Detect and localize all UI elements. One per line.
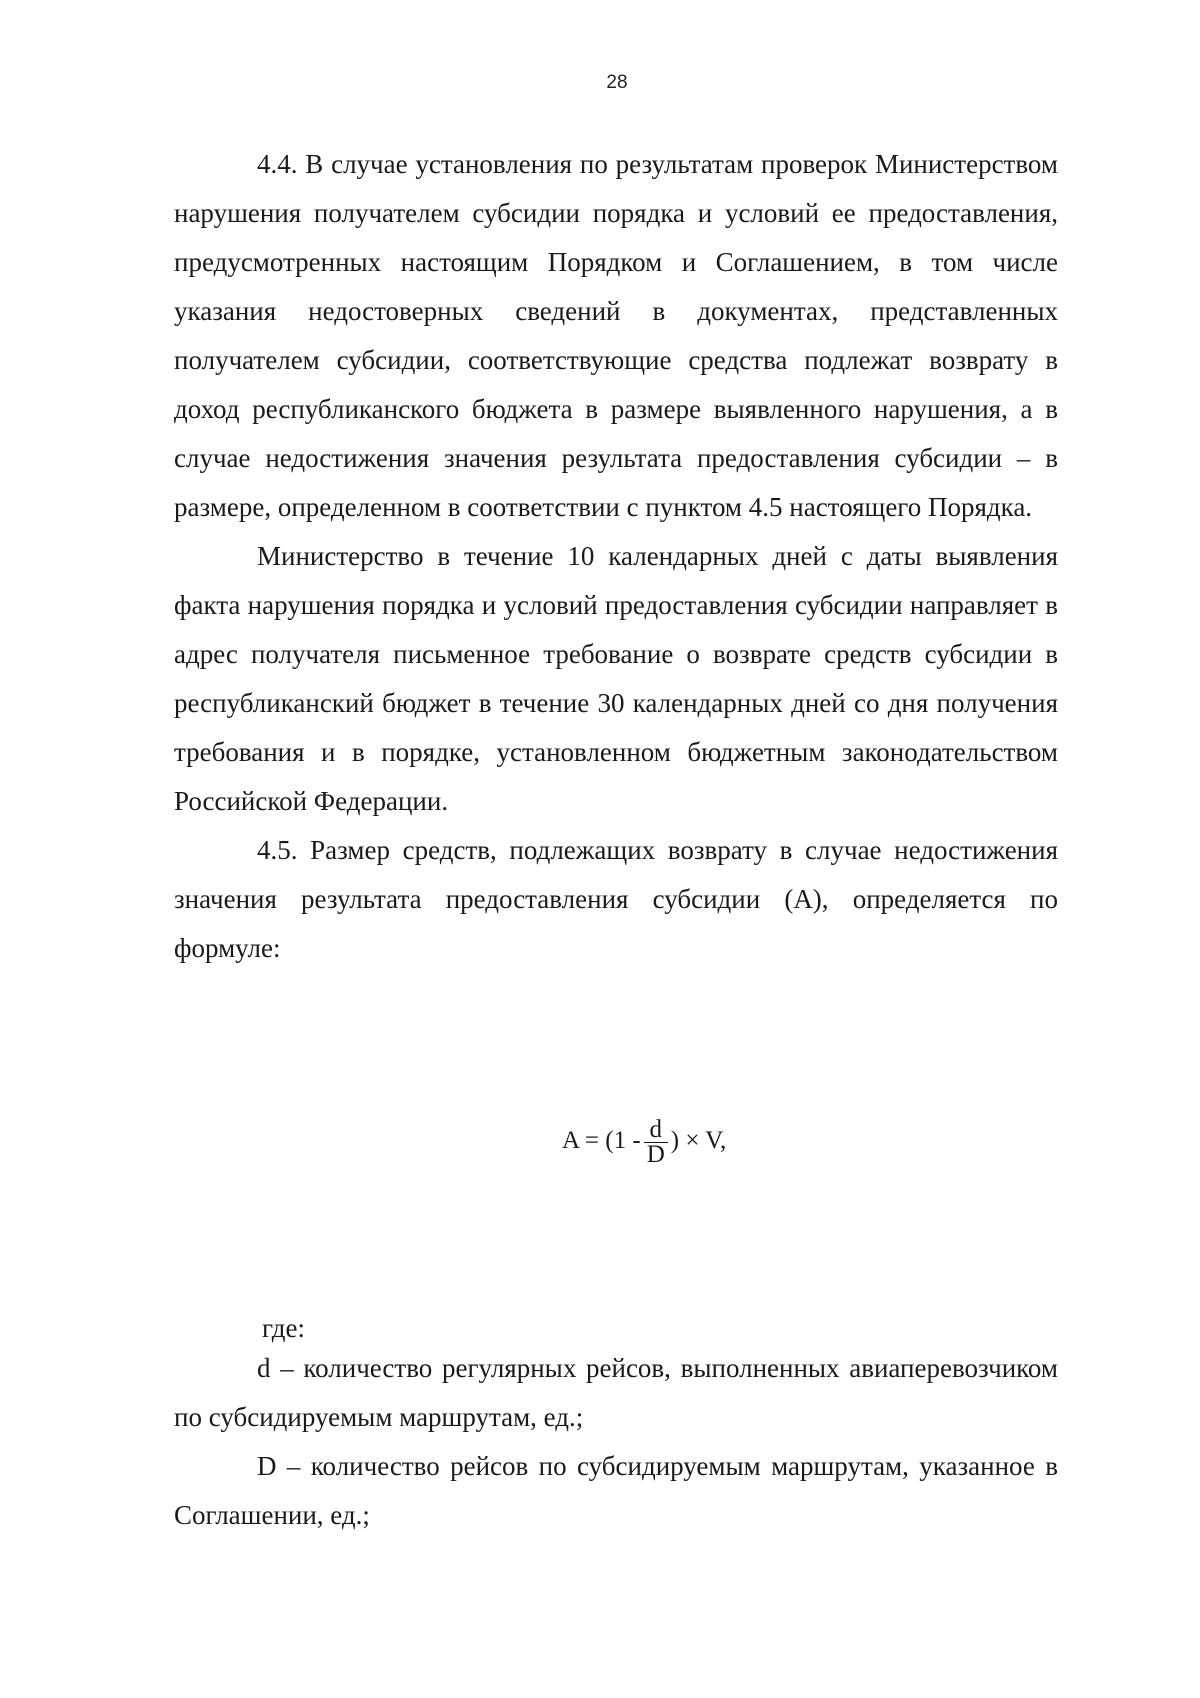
definition-d: d – количество регулярных рейсов, выполненных авиаперевозчиком по субсидируемым маршрутам, ед.; [174,1353,1058,1432]
formula-denominator: D [646,1141,665,1168]
page-number: 28 [606,72,628,93]
definitions [174,1344,1058,1540]
definition-D: D – количество рейсов по субсидируемым маршрутам, указанное в Соглашении, ед.; [174,1451,1058,1530]
paragraph-4-4: 4.4. В случае установления по результатам проверок Министерством нарушения получателем субсидии порядка и условий ее предоставления, предусмотренных настоящим Порядком и Соглашением, в том числе указания недостоверных сведений в документах, представленных получателем субсидии, соответствующие средства подлежат возврату в доход республиканского бюджета в размере выявленного нарушения, а в случае недостижения значения результата предоставления субсидии – в размере, определенном в соответствии с пунктом 4.5 настоящего Порядка. [174,149,1058,522]
formula [562,1118,726,1167]
formula-fraction [644,1118,668,1167]
document-body [174,140,1058,973]
formula-lhs: A = (1 - [562,1127,641,1155]
formula-numerator: d [644,1118,668,1143]
paragraph-ministry-requirement: Министерство в течение 10 календарных дней с даты выявления факта нарушения порядка и условий предоставления субсидии направляет в адрес получателя письменное требование о возврате средств субсидии в республиканский бюджет в течение 30 календарных дней со дня получения требования и в порядке, установленном бюджетным законодательством Российской Федерации. [174,541,1058,816]
paragraph-4-5: 4.5. Размер средств, подлежащих возврату в случае недостижения значения результата предоставления субсидии (А), определяется по формуле: [174,835,1058,963]
where-label: где: [262,1313,305,1343]
formula-rhs: ) × V, [670,1127,727,1155]
